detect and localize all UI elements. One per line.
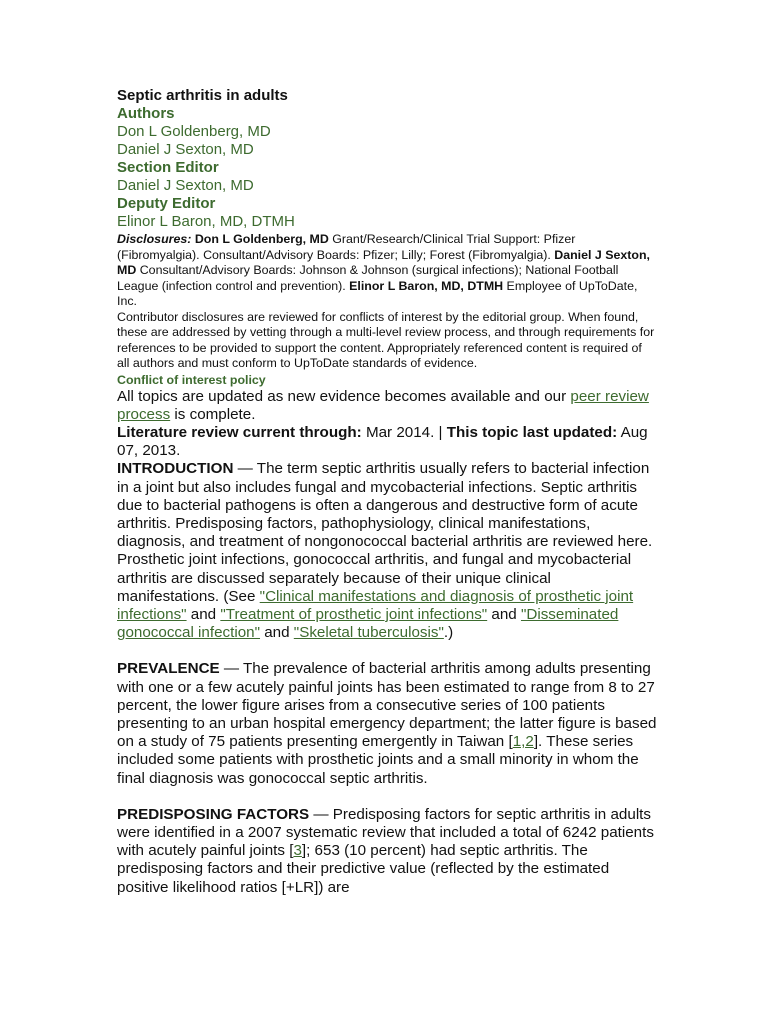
deputy-editor-heading: Deputy Editor [117, 195, 216, 212]
paragraph-gap [117, 642, 657, 660]
disclosure-name: Don L Goldenberg, MD [194, 232, 329, 246]
lit-label: Literature review current through: [117, 423, 362, 441]
reference-link[interactable]: 1,2 [512, 733, 534, 751]
disclosure-name: Daniel J Sexton, MD [117, 247, 650, 277]
predisposing-text: — Predisposing factors for septic arthritis in adults were identified in a 2007 systematic review that included a total of 6242 patients with acutely painful joints [ [117, 805, 654, 860]
disclosure-text: Grant/Research/Clinical Trial Support: Pfizer (Fibromyalgia). Consultant/Advisory Boards: Pfizer; Lilly; Forest (Fibromyalgia). [117, 232, 576, 262]
connector-text: and [487, 605, 521, 623]
disclosure-review-note: Contributor disclosures are reviewed for conflicts of interest by the editorial group. When found, these are addressed by vetting through a multi-level review process, and through requirements for references to be provided to support the content. Appropriately referenced content is required of all authors and must conform to UpToDate standards of evidence. [117, 309, 655, 370]
disclosures [117, 232, 657, 310]
deputy-editor-name[interactable]: Elinor L Baron, MD, DTMH [117, 213, 295, 230]
introduction-paragraph [117, 460, 657, 642]
prevalence-heading: PREVALENCE [117, 660, 220, 678]
article-title: Septic arthritis in adults [117, 87, 288, 104]
predisposing-text: ]; 653 (10 percent) had septic arthritis. The predisposing factors and their predictive value (reflected by the estimated positive likelihood ratios [+LR]) are [117, 842, 610, 896]
prosthetic-treatment-link[interactable]: "Treatment of prosthetic joint infections" [220, 605, 488, 623]
disclosure-name: Elinor L Baron, MD, DTMH [349, 278, 504, 293]
updated-label: This topic last updated: [446, 423, 618, 441]
update-text: is complete. [170, 405, 256, 423]
reference-link[interactable]: 3 [293, 842, 302, 860]
author-name[interactable]: Don L Goldenberg, MD [117, 123, 271, 140]
prevalence-text: — The prevalence of bacterial arthritis among adults presenting with one or a few acutely painful joints has been estimated to range from 8 to 27 percent, the lower figure arises from a consecutive series of 100 patients presenting to an urban hospital emergency department; the latter figure is based on a study of 75 patients presenting emergently in Taiwan [ [117, 660, 657, 751]
disclosure-text: Consultant/Advisory Boards: Johnson & Johnson (surgical infections); National Football League (infection control and prevention). [117, 263, 619, 293]
authors-heading: Authors [117, 105, 175, 122]
prevalence-text: ]. These series included some patients with prosthetic joints and a small minority in whom the final diagnosis was gonococcal septic arthritis. [117, 733, 639, 787]
update-text: All topics are updated as new evidence becomes available and our [117, 387, 571, 405]
article [117, 87, 657, 897]
prevalence-paragraph [117, 660, 657, 787]
predisposing-heading: PREDISPOSING FACTORS [117, 805, 310, 823]
predisposing-paragraph [117, 806, 657, 897]
section-editor-name[interactable]: Daniel J Sexton, MD [117, 177, 254, 194]
section-editor-heading: Section Editor [117, 159, 219, 176]
prosthetic-diagnosis-link[interactable]: "Clinical manifestations and diagnosis of prosthetic joint infections" [117, 587, 634, 623]
literature-review-line [117, 424, 657, 460]
disclosures-label: Disclosures: [117, 232, 192, 246]
disclosure-text: Employee of UpToDate, Inc. [117, 278, 638, 308]
conflict-of-interest-link[interactable]: Conflict of interest policy [117, 372, 266, 387]
introduction-heading: INTRODUCTION [117, 460, 234, 478]
paragraph-gap [117, 788, 657, 806]
lit-date: Mar 2014. | [361, 423, 447, 441]
skeletal-tuberculosis-link[interactable]: "Skeletal tuberculosis" [293, 624, 444, 642]
gonococcal-infection-link[interactable]: "Disseminated gonococcal infection" [117, 605, 619, 642]
intro-text: — The term septic arthritis usually refers to bacterial infection in a joint but also includes fungal and mycobacterial infections. Septic arthritis due to bacterial pathogens is often a dangerous and destructive form of acute arthritis. Predisposing factors, pathophysiology, clinical manifestations, diagnosis, and treatment of nongonococcal bacterial arthritis are reviewed here. Prosthetic joint infections, gonococcal arthritis, and fungal and mycobacterial arthritis are discussed separately because of their unique clinical manifestations. (See [117, 460, 653, 605]
connector-text: and [260, 624, 294, 642]
updated-date: Aug 07, 2013. [117, 423, 648, 460]
author-name[interactable]: Daniel J Sexton, MD [117, 141, 254, 158]
update-notice [117, 388, 657, 424]
connector-text: .) [443, 624, 454, 642]
connector-text: and [186, 605, 221, 623]
peer-review-link[interactable]: peer review process [117, 387, 649, 423]
